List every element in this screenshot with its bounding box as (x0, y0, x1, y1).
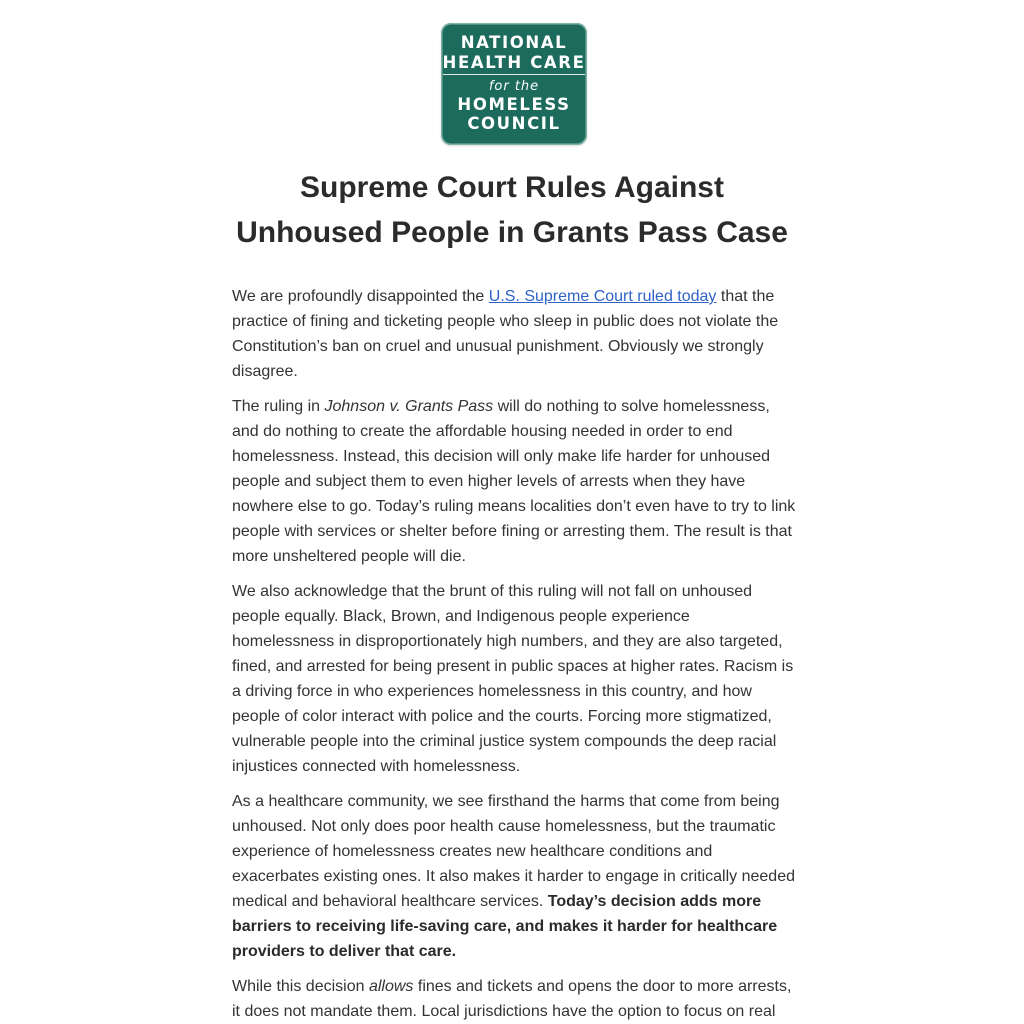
logo-text-council: COUNCIL (467, 114, 561, 134)
paragraph-1-end: that the practice of fining and ticketing people who sleep in public does not violate the Constitution’s ban on cruel and unusual punishment. Obviously we strongly disagree. (232, 288, 779, 380)
paragraph-4 (232, 789, 796, 964)
paragraph-3: We also acknowledge that the brunt of this ruling will not fall on unhoused people equally. Black, Brown, and Indigenous people experience homelessness in disproportionately high numbers, and they are also targeted, fined, and arrested for being present in public spaces at higher rates. Racism is a driving force in who experiences homelessness in this country, and how people of color interact with police and the courts. Forcing more stigmatized, vulnerable people into the criminal justice system compounds the deep racial injustices connected with homelessness. (232, 583, 794, 775)
paragraph-2 (232, 394, 796, 569)
paragraph-4-text: As a healthcare community, we see firsthand the harms that come from being unhoused. Not only does poor health cause homelessness, but the traumatic experience of homelessness creates new healthcare conditions and exacerbates existing ones. It also makes it harder to engage in critically needed medical and behavioral healthcare services. (232, 793, 795, 910)
nhchc-logo[interactable] (441, 23, 587, 145)
logo-text-homeless: HOMELESS (457, 94, 571, 114)
title-line-1: Supreme Court Rules Against (300, 171, 724, 204)
paragraph-5 (232, 974, 796, 1024)
logo-text-for-the: for the (488, 79, 540, 95)
allows-italic: allows (368, 978, 414, 995)
supreme-court-ruling-link[interactable]: U.S. Supreme Court ruled today (488, 288, 717, 305)
page-title (212, 165, 812, 255)
case-name-italic: Johnson v. Grants Pass (324, 398, 494, 415)
logo-text-health-care: HEALTH CARE (443, 55, 586, 76)
paragraph-2-start: The ruling in (232, 398, 325, 415)
paragraph-5-start: While this decision (232, 978, 369, 995)
paragraph-1 (232, 284, 796, 384)
article-body (232, 284, 796, 1024)
paragraph-4-bold: Today’s decision adds more barriers to receiving life-saving care, and makes it harder for healthcare providers to deliver that care. (232, 893, 778, 960)
paragraph-5-end: fines and tickets and opens the door to more arrests, it does not mandate them. Local jurisdictions have the option to focus on real (232, 978, 792, 1020)
title-line-2: Unhoused People in Grants Pass Case (236, 216, 788, 249)
paragraph-2-end: will do nothing to solve homelessness, and do nothing to create the affordable housing needed in order to end homelessness. Instead, this decision will only make life harder for unhoused people and subject them to even higher levels of arrests when they have nowhere else to go. Today’s ruling means localities don’t even have to try to link people with services or shelter before fining or arresting them. The result is that more unsheltered people will die. (232, 398, 796, 565)
logo-text-national: NATIONAL (460, 33, 568, 53)
paragraph-1-start: We are profoundly disappointed the (232, 288, 489, 305)
